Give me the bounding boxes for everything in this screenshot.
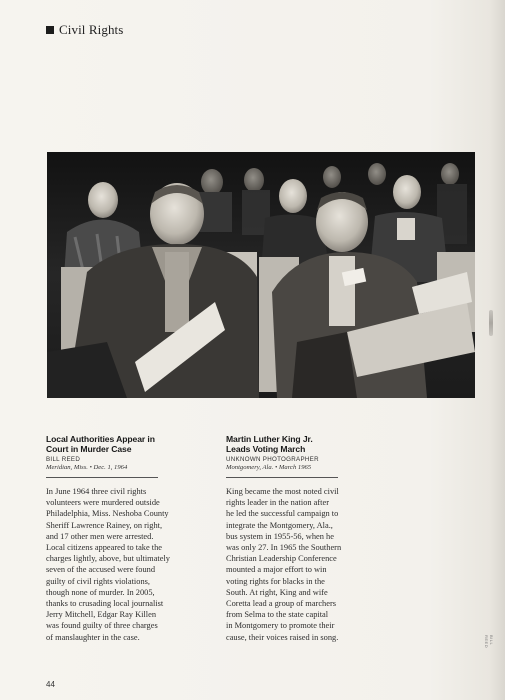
article-byline: BILL REED	[46, 456, 81, 463]
courtroom-photo	[47, 152, 475, 398]
article-divider	[226, 477, 338, 478]
article-divider	[46, 477, 158, 478]
page-number: 44	[46, 680, 55, 689]
article-title: Martin Luther King Jr. Leads Voting March	[226, 434, 313, 454]
article-mlk-voting-march	[226, 434, 421, 643]
courtroom-photo-image	[47, 152, 475, 398]
article-body: In June 1964 three civil rights volunteers were murdered outside Philadelphia, Miss. Neshoba County Sheriff Lawrence Rainey, on right, and 17 other men were arrested. Local citizens appeared to take the charges lightly, above, but ultimately seven of the accused were found guilty of civil rights violations, though none of murder. In 2005, thanks to crusading local journalist Jerry Mitchell, Edgar Ray Killen was found guilty of three charges of manslaughter in the case.	[46, 487, 170, 642]
section-title: Civil Rights	[59, 22, 124, 37]
article-dateline: Meridian, Miss. • Dec. 1, 1964	[46, 464, 128, 471]
article-title: Local Authorities Appear in Court in Murder Case	[46, 434, 155, 454]
article-local-authorities	[46, 434, 241, 643]
binding-mark	[489, 310, 493, 336]
article-byline: UNKNOWN PHOTOGRAPHER	[226, 456, 319, 463]
article-dateline: Montgomery, Ala. • March 1965	[226, 464, 312, 471]
section-marker-icon	[46, 26, 54, 34]
section-header	[46, 22, 123, 38]
article-body: King became the most noted civil rights leader in the nation after he led the successful campaign to integrate the Montgomery, Ala., bus system in 1955-56, when he was only 27. In 1965 the Southern Christian Leadership Conference mounted a major effort to win voting rights for blacks in the South. At right, King and wife Coretta lead a group of marchers from Selma to the state capital in Montgomery to promote their cause, their voices raised in song.	[226, 487, 342, 642]
side-tab-label: BILL REED	[484, 635, 494, 649]
